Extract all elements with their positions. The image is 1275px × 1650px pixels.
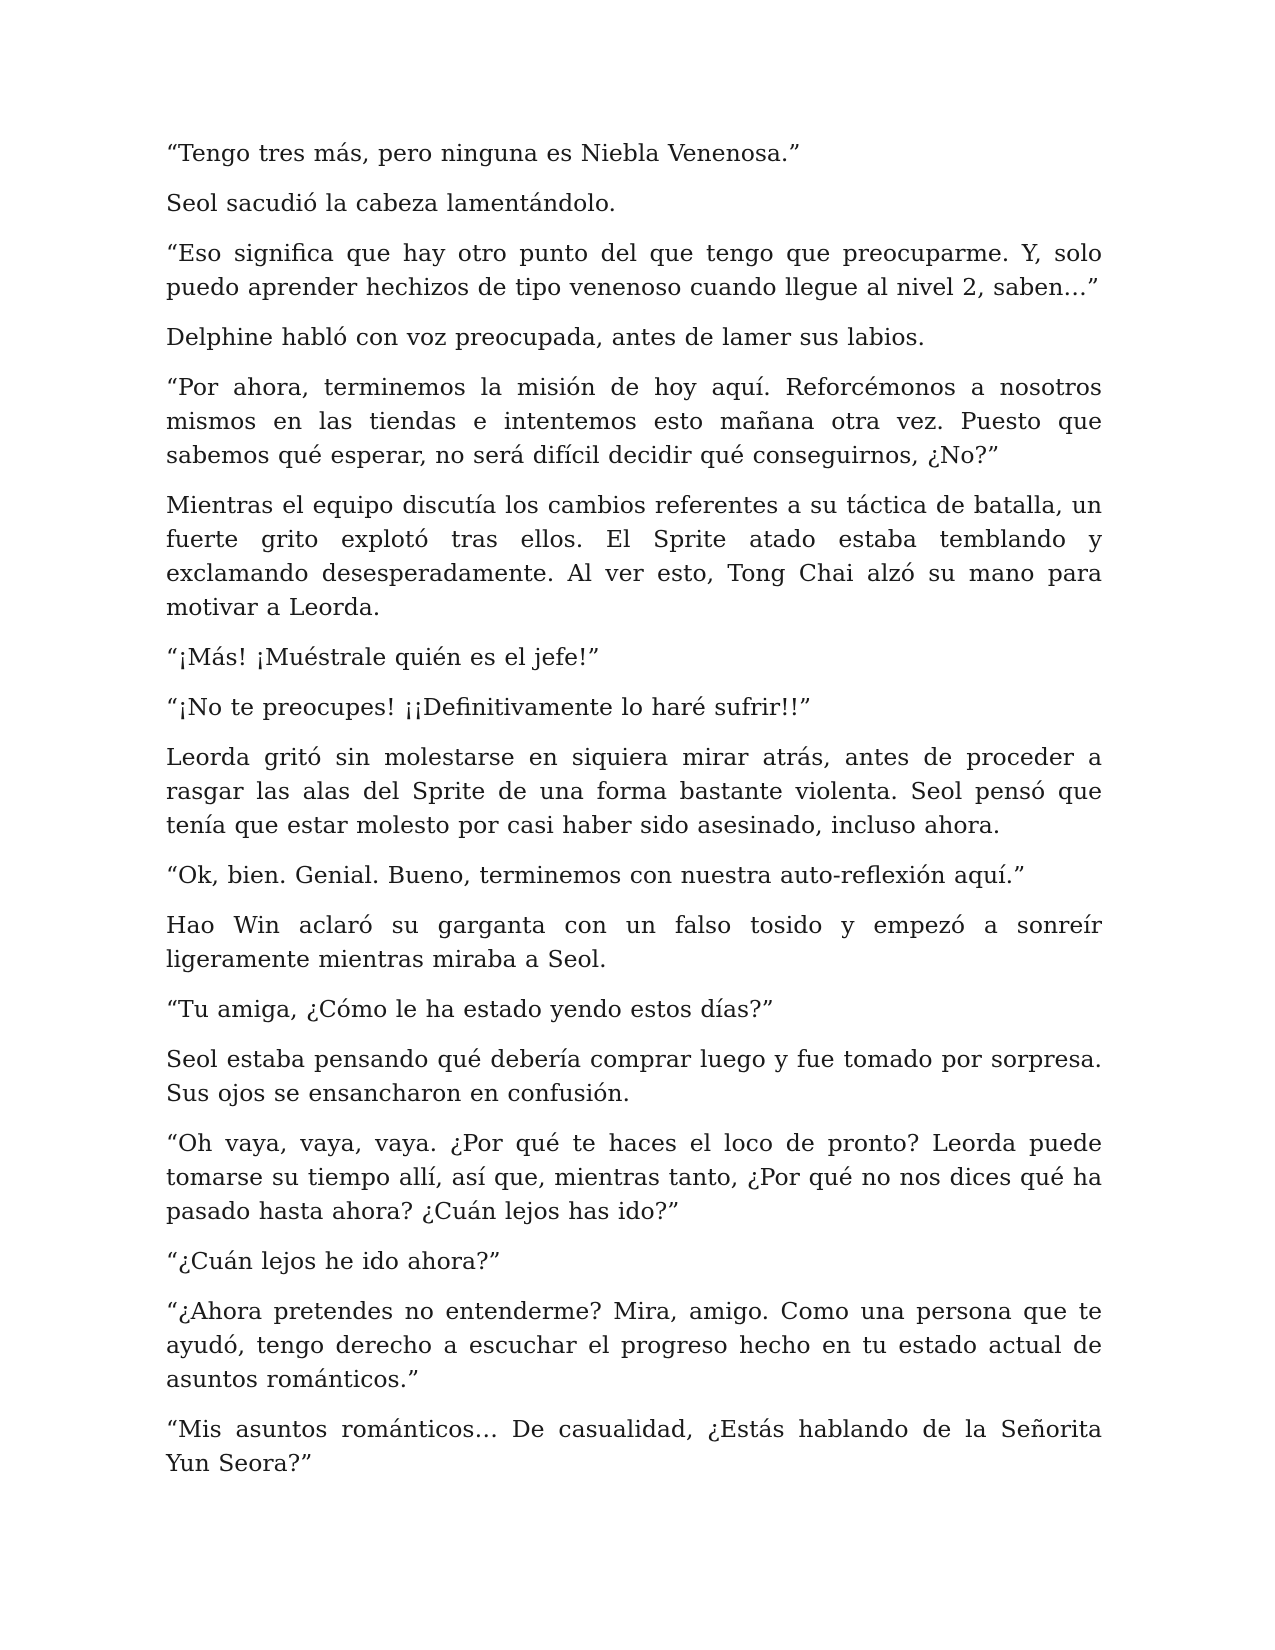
paragraph: “Tengo tres más, pero ninguna es Niebla Venenosa.” <box>166 139 801 167</box>
paragraph: “¡No te preocupes! ¡¡Definitivamente lo haré sufrir!!” <box>166 693 812 721</box>
paragraph: “¡Más! ¡Muéstrale quién es el jefe!” <box>166 643 600 671</box>
paragraph: Leorda gritó sin molestarse en siquiera mirar atrás, antes de proceder a rasgar las alas del Sprite de una forma bastante violenta. Seol pensó que tenía que estar molesto por casi haber sido asesinado, incluso ahora. <box>166 743 1102 839</box>
paragraph: “Mis asuntos románticos… De casualidad, ¿Estás hablando de la Señorita Yun Seora?” <box>166 1415 1102 1477</box>
paragraph: “Ok, bien. Genial. Bueno, terminemos con nuestra auto-reflexión aquí.” <box>166 861 1026 889</box>
paragraph: Hao Win aclaró su garganta con un falso tosido y empezó a sonreír ligeramente mientras miraba a Seol. <box>166 911 1102 973</box>
paragraph: “¿Ahora pretendes no entenderme? Mira, amigo. Como una persona que te ayudó, tengo derecho a escuchar el progreso hecho en tu estado actual de asuntos románticos.” <box>166 1297 1102 1393</box>
paragraph: “¿Cuán lejos he ido ahora?” <box>166 1247 501 1275</box>
paragraph: “Por ahora, terminemos la misión de hoy aquí. Reforcémonos a nosotros mismos en las tiendas e intentemos esto mañana otra vez. Puesto que sabemos qué esperar, no será difícil decidir qué conseguirnos, ¿No?” <box>166 373 1102 469</box>
paragraph: Mientras el equipo discutía los cambios referentes a su táctica de batalla, un fuerte grito explotó tras ellos. El Sprite atado estaba temblando y exclamando desesperadamente. Al ver esto, Tong Chai alzó su mano para motivar a Leorda. <box>166 491 1102 621</box>
paragraph: Seol estaba pensando qué debería comprar luego y fue tomado por sorpresa. Sus ojos se ensancharon en confusión. <box>166 1045 1102 1107</box>
document-page <box>166 136 1102 1496</box>
paragraph: “Oh vaya, vaya, vaya. ¿Por qué te haces el loco de pronto? Leorda puede tomarse su tiempo allí, así que, mientras tanto, ¿Por qué no nos dices qué ha pasado hasta ahora? ¿Cuán lejos has ido?” <box>166 1129 1102 1225</box>
paragraph: “Tu amiga, ¿Cómo le ha estado yendo estos días?” <box>166 995 774 1023</box>
paragraph: Seol sacudió la cabeza lamentándolo. <box>166 189 617 217</box>
paragraph: Delphine habló con voz preocupada, antes de lamer sus labios. <box>166 323 926 351</box>
paragraph: “Eso significa que hay otro punto del que tengo que preocuparme. Y, solo puedo aprender hechizos de tipo venenoso cuando llegue al nivel 2, saben…” <box>166 239 1102 301</box>
